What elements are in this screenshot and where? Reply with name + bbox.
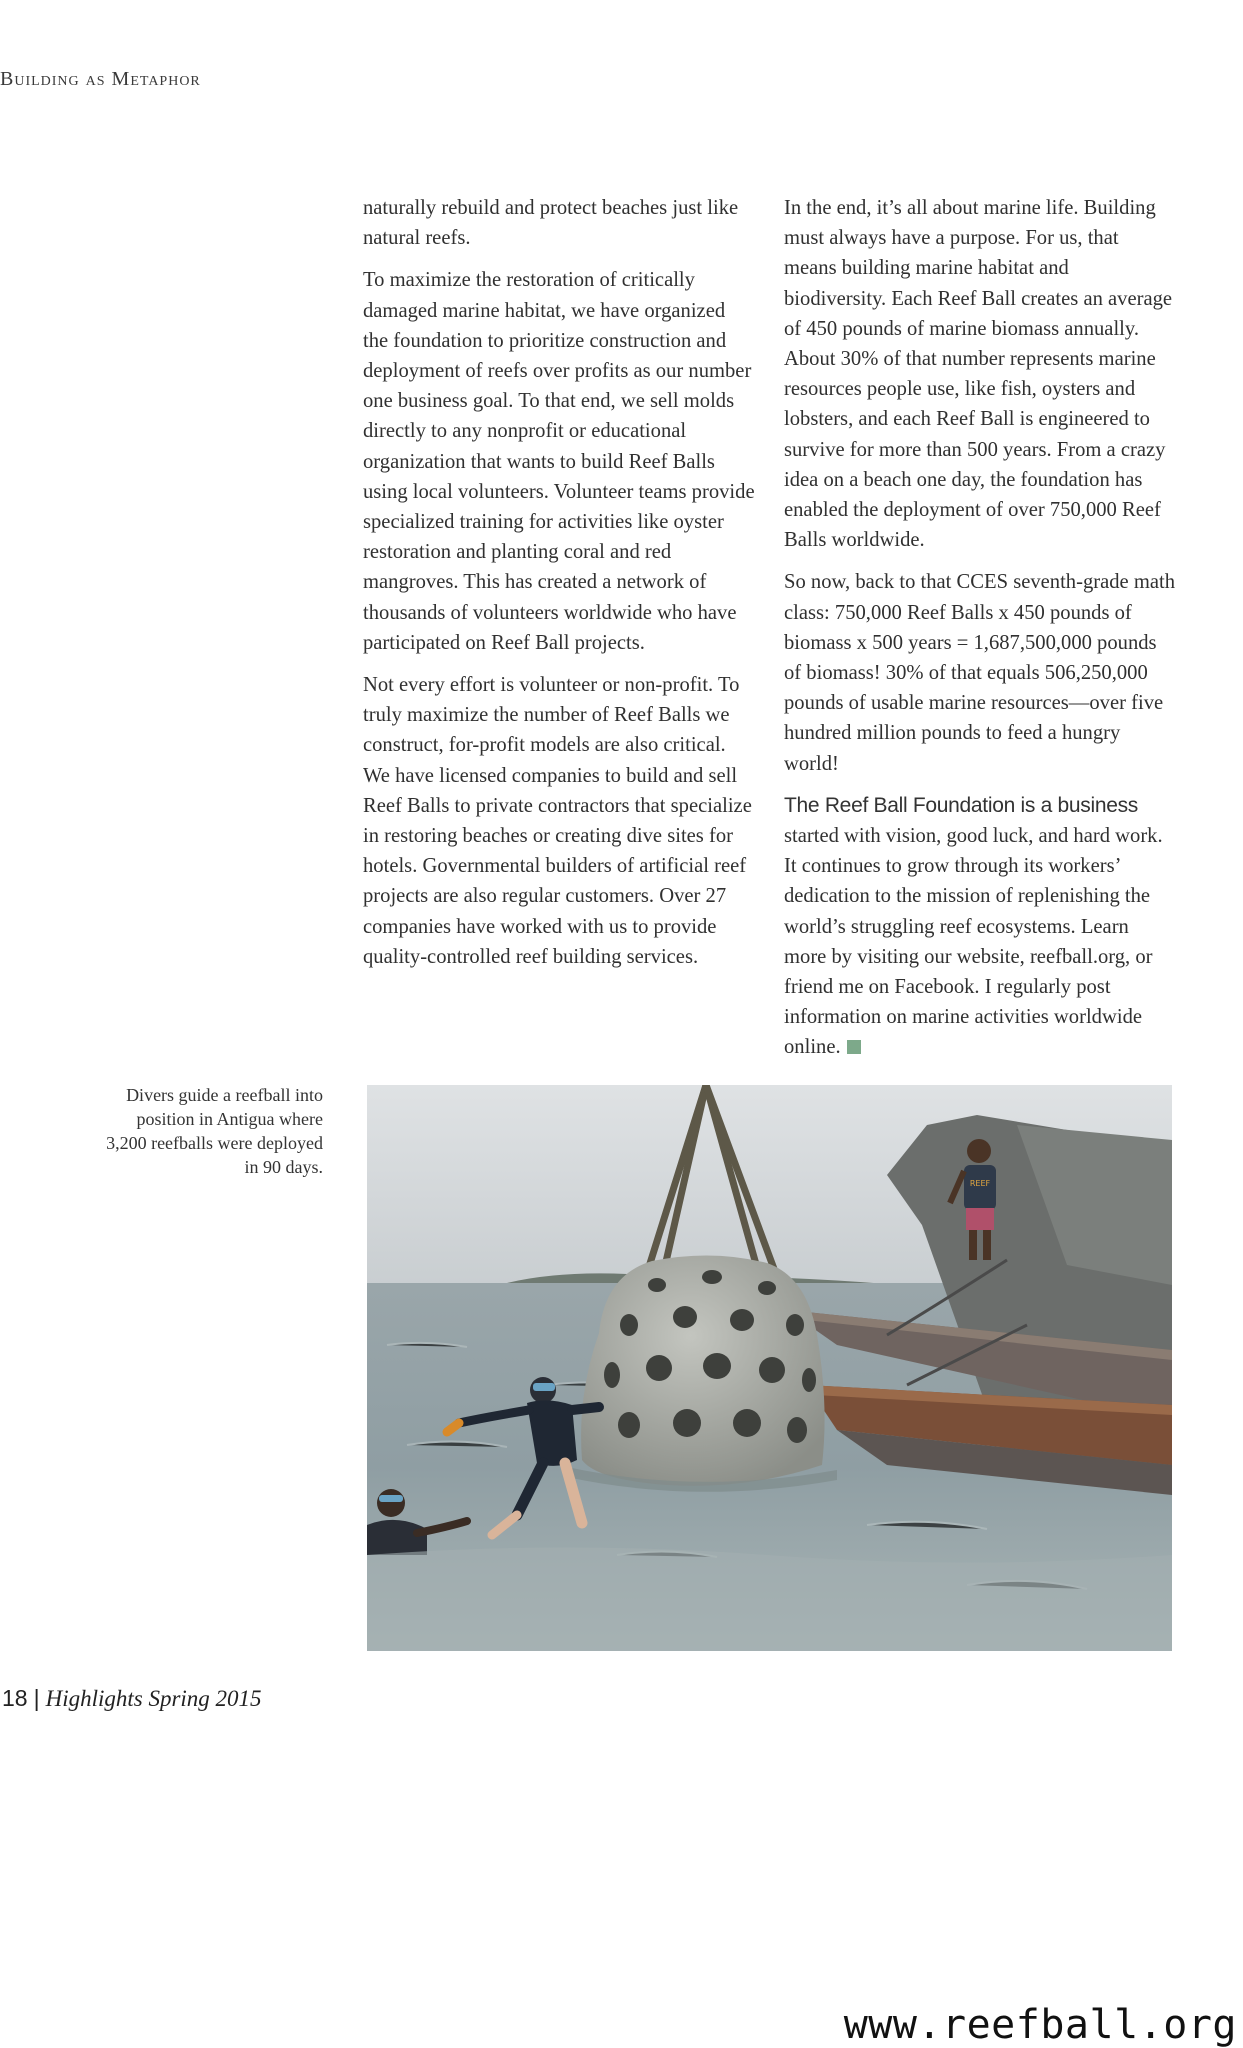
end-of-article-square-icon (847, 1040, 861, 1054)
closing-text: started with vision, good luck, and hard work. It continues to grow through its workers’ dedication to the mission of replenishing the world’s struggling reef ecosystems. Learn more by visiting our website, reefball.org, or friend me on Facebook. I regularly post information on marine activities worldwide online. (784, 825, 1163, 1059)
page-footer (2, 1685, 262, 1712)
paragraph: In the end, it’s all about marine life. Building must always have a purpose. For us, that means building marine habitat and biodiversity. Each Reef Ball creates an average of 450 pounds of marine biomass annually. About 30% of that number represents marine resources people use, like fish, oysters and lobsters, and each Reef Ball is engineered to survive for more than 500 years. From a crazy idea on a beach one day, the foundation has enabled the deployment of over 750,000 Reef Balls worldwide. (784, 197, 1173, 552)
footer-separator: | (33, 1685, 40, 1711)
photo-caption: Divers guide a reefball into position in Antigua where 3,200 reefballs were deployed in 90 days. (106, 1085, 323, 1177)
closing-lead-in: The Reef Ball Foundation is a business (784, 793, 1138, 817)
paragraph: naturally rebuild and protect beaches just like natural reefs. (363, 197, 739, 250)
running-head: Building as Metaphor (0, 68, 201, 90)
paragraph: So now, back to that CCES seventh-grade math class: 750,000 Reef Balls x 450 pounds of biomass x 500 years = 1,687,500,000 pounds of biomass! 30% of that equals 506,250,000 pounds of usable marine resources—over five hundred million pounds to feed a hungry world! (784, 571, 1176, 775)
article-column-right (784, 193, 1176, 1075)
shirt-print: REEF (969, 1179, 991, 1188)
photo-illustration (367, 1085, 1172, 1651)
paragraph: To maximize the restoration of critically damaged marine habitat, we have organized the foundation to prioritize construction and deployment of reefs over profits as our number one business goal. To that end, we sell molds directly to any nonprofit or educational organization that wants to build Reef Balls using local volunteers. Volunteer teams provide specialized training for activities like oyster restoration and planting coral and red mangroves. This has created a network of thousands of volunteers worldwide who have participated on Reef Ball projects. (363, 269, 755, 654)
closing-paragraph (784, 791, 1176, 1063)
reef-ball-deployment-photo (367, 1085, 1172, 1651)
website-watermark: www.reefball.org (843, 2002, 1237, 2048)
article-column-left (363, 193, 755, 984)
page-number: 18 (2, 1685, 28, 1711)
publication-name: Highlights Spring 2015 (45, 1686, 262, 1711)
paragraph: Not every effort is volunteer or non-profit. To truly maximize the number of Reef Balls we construct, for-profit models are also critical. We have licensed companies to build and sell Reef Balls to private contractors that specialize in restoring beaches or creating dive sites for hotels. Governmental builders of artificial reef projects are also regular customers. Over 27 companies have worked with us to provide quality-controlled reef building services. (363, 674, 752, 968)
